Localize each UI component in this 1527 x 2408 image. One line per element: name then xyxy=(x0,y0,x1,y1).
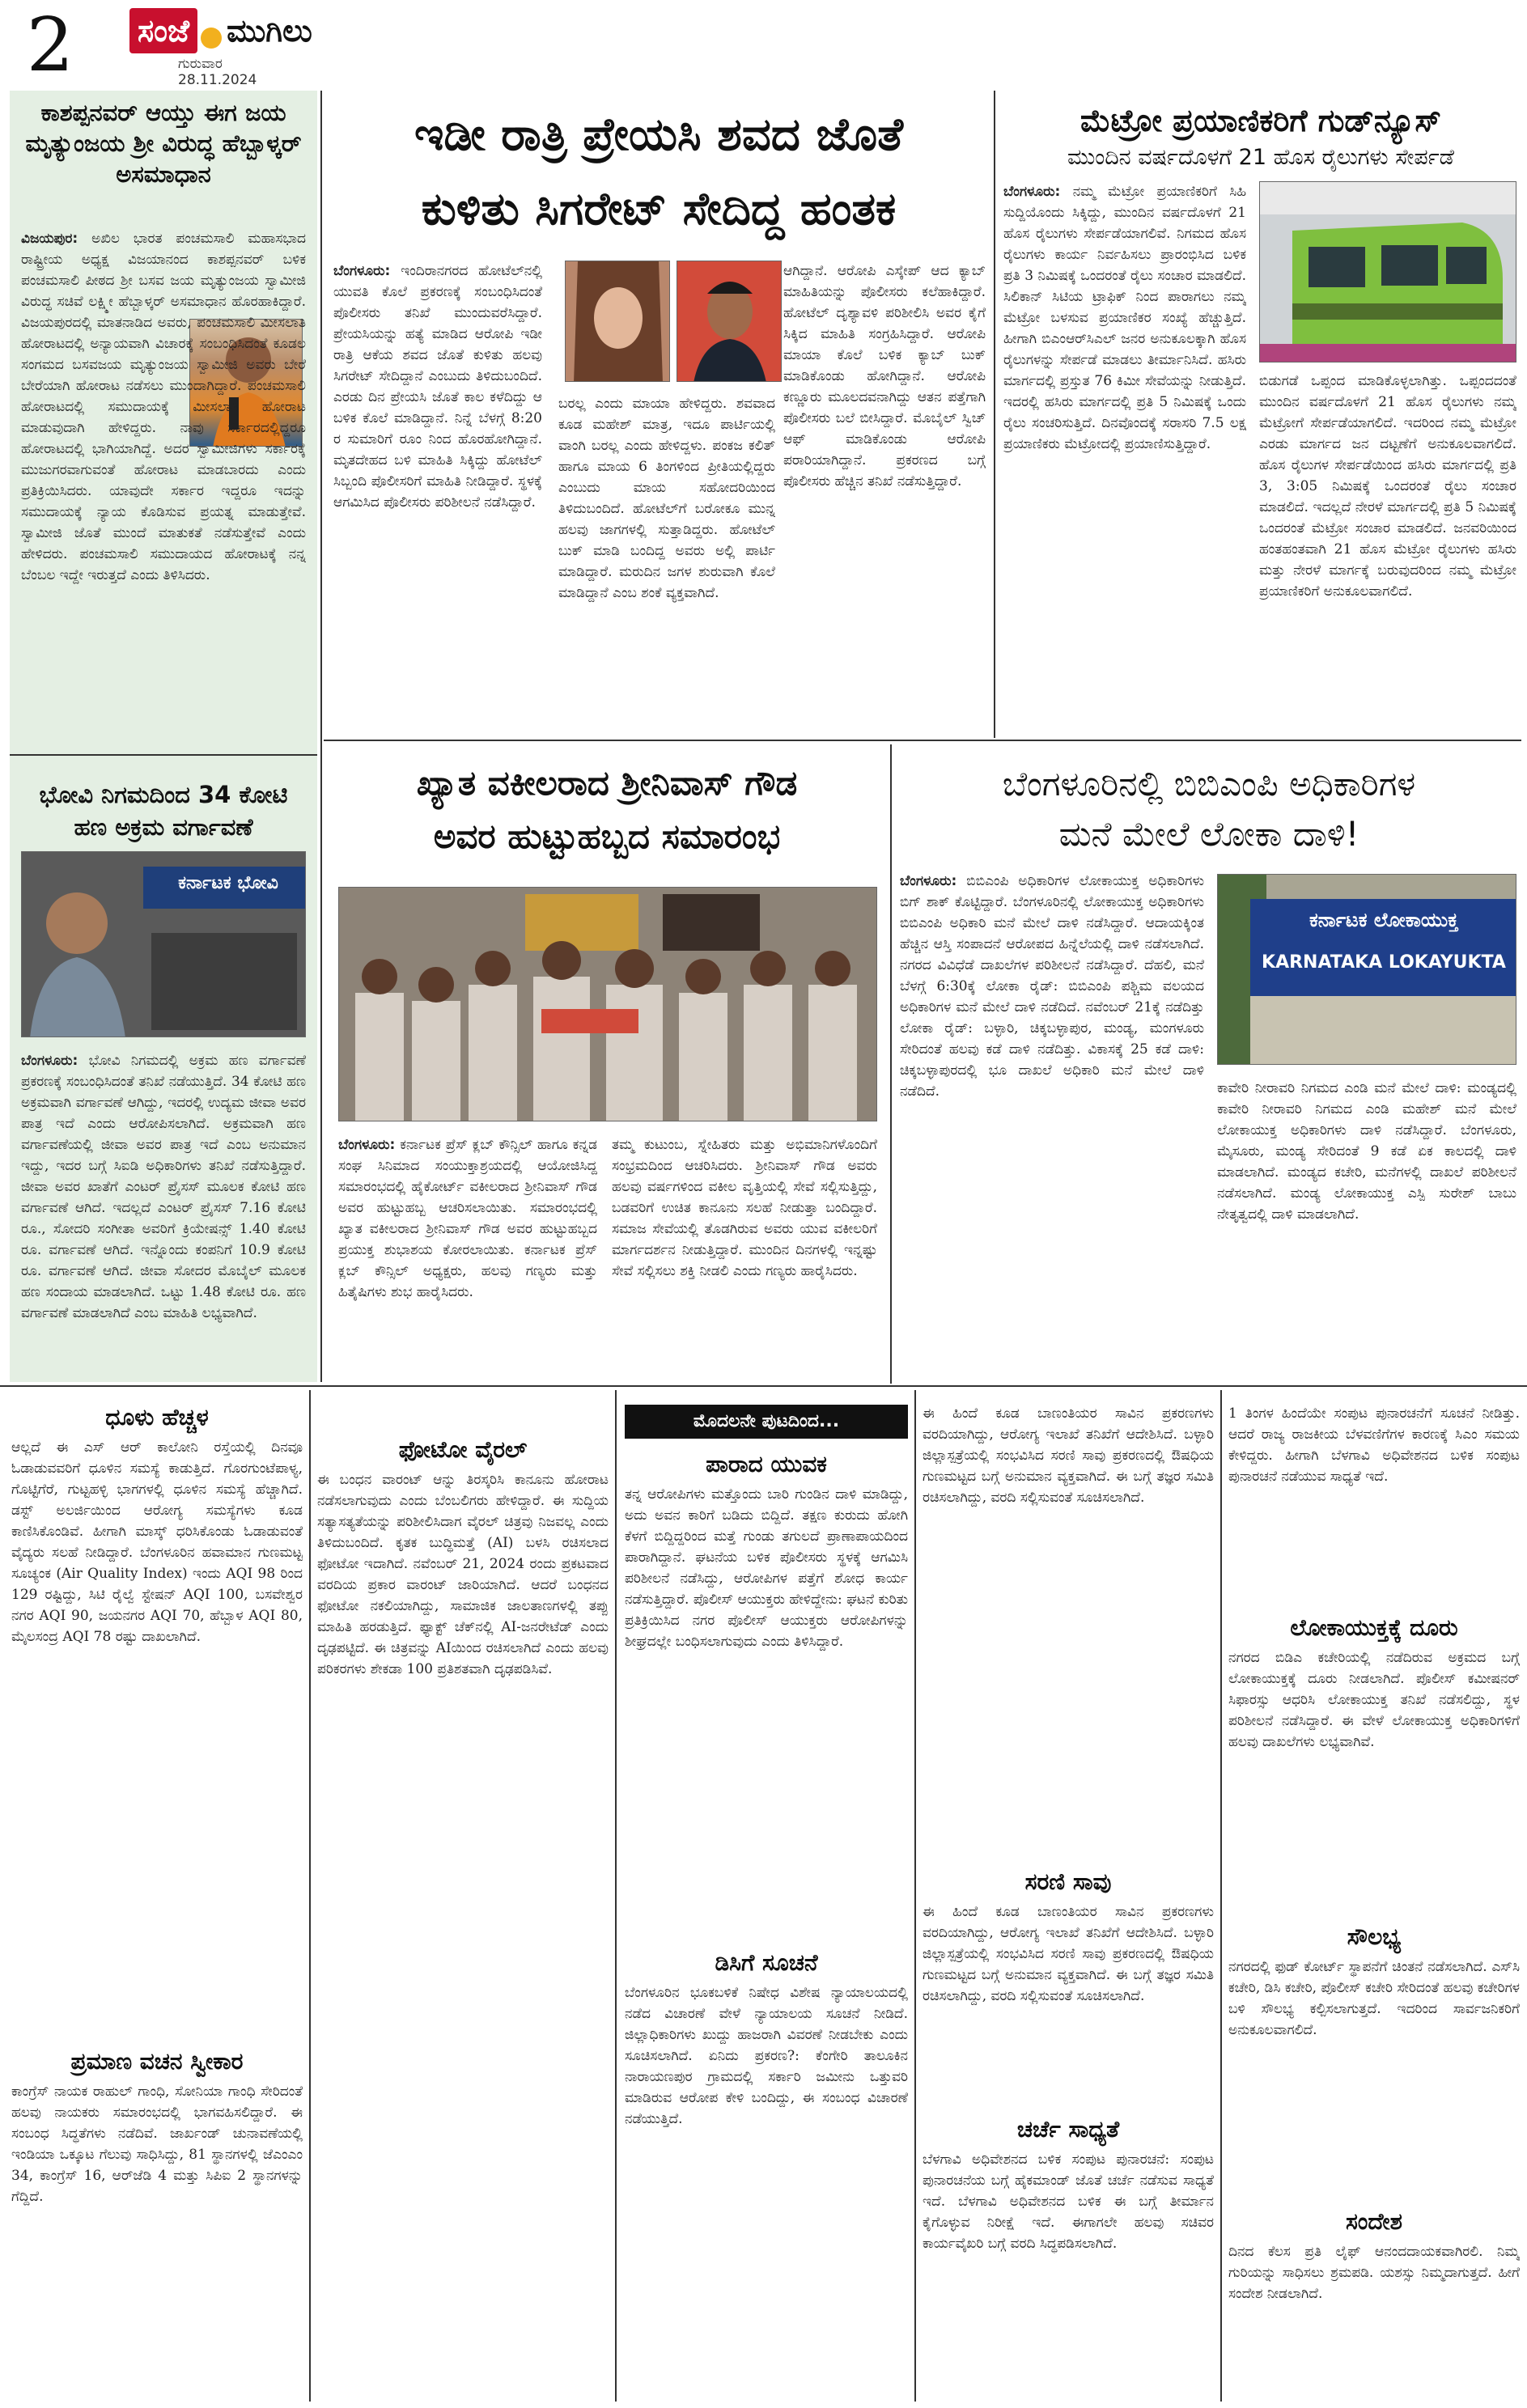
section-body-oath: ಕಾಂಗ್ರೆಸ್ ನಾಯಕ ರಾಹುಲ್ ಗಾಂಧಿ, ಸೋನಿಯಾ ಗಾಂಧಿ ಸೇರಿದಂತೆ ಹಲವು ನಾಯಕರು ಸಮಾರಂಭದಲ್ಲಿ ಭಾಗವಹಿಸಲಿದ್ದಾರೆ. ಈ ಸಂಬಂಧ ಸಿದ್ಧತೆಗಳು ನಡೆದಿವೆ. ಜಾರ್ಖಂಡ್ ಚುನಾವಣೆಯಲ್ಲಿ ಇಂಡಿಯಾ ಒಕ್ಕೂಟ ಗೆಲುವು ಸಾಧಿಸಿದ್ದು, 81 ಸ್ಥಾನಗಳಲ್ಲಿ ಜೆಎಂಎಂ 34, ಕಾಂಗ್ರೆಸ್ 16, ಆರ್‌ಜೆಡಿ 4 ಮತ್ತು ಸಿಪಿಐ 2 ಸ್ಥಾನಗಳನ್ನು ಗೆದ್ದಿದೆ. xyxy=(11,2084,303,2205)
metro-column-1 xyxy=(1003,181,1246,731)
story-column-2 xyxy=(558,393,775,730)
section-head-discussion: ಚರ್ಚೆ ಸಾಧ್ಯತೆ xyxy=(1016,2116,1120,2143)
section-body-discussion: ಬೆಳಗಾವಿ ಅಧಿವೇಶನದ ಬಳಿಕ ಸಂಪುಟ ಪುನಾರಚನೆ: ಸಂಪುಟ ಪುನಾರಚನೆಯ ಬಗ್ಗೆ ಹೈಕಮಾಂಡ್ ಜೊತೆ ಚರ್ಚೆ ನಡೆಸುವ ಸಾಧ್ಯತೆ ಇದೆ. ಬೆಳಗಾವಿ ಅಧಿವೇಶನದ ಬಳಿಕ ಈ ಬಗ್ಗೆ ತೀರ್ಮಾನ ಕೈಗೊಳ್ಳುವ ನಿರೀಕ್ಷೆ ಇದೆ. ಈಗಾಗಲೇ ಹಲವು ಸಚಿವರ ಕಾರ್ಯವೈಖರಿ ಬಗ್ಗೆ ವರದಿ ಸಿದ್ಧಪಡಿಸಲಾಗಿದೆ. xyxy=(923,2152,1214,2252)
weekday: ಗುರುವಾರ xyxy=(178,56,223,72)
headline-line-2: ಕುಳಿತು ಸಿಗರೇಟ್ ಸೇದಿದ್ದ ಹಂತಕ xyxy=(421,183,897,235)
section-body-serial-deaths: ಈ ಹಿಂದೆ ಕೂಡ ಬಾಣಂತಿಯರ ಸಾವಿನ ಪ್ರಕರಣಗಳು ವರದಿಯಾಗಿದ್ದು, ಆರೋಗ್ಯ ಇಲಾಖೆ ತನಿಖೆಗೆ ಆದೇಶಿಸಿದೆ. ಬಳ್ಳಾರಿ ಜಿಲ್ಲಾಸ್ಪತ್ರೆಯಲ್ಲಿ ಸಂಭವಿಸಿದ ಸರಣಿ ಸಾವು ಪ್ರಕರಣದಲ್ಲಿ ಔಷಧಿಯ ಗುಣಮಟ್ಟದ ಬಗ್ಗೆ ಅನುಮಾನ ವ್ಯಕ್ತವಾಗಿದೆ. ಈ ಬಗ್ಗೆ ತಜ್ಞರ ಸಮಿತಿ ರಚಿಸಲಾಗಿದ್ದು, ವರದಿ ಸಲ್ಲಿಸುವಂತೆ ಸೂಚಿಸಲಾಗಿದೆ. xyxy=(923,1904,1214,2004)
dateline-label: ಬೆಂಗಳೂರು: xyxy=(338,1137,396,1153)
headline-line-2: ಮನೆ ಮೇಲೆ ಲೋಕಾ ದಾಳಿ! xyxy=(1058,814,1359,854)
logo-text-red: ಸಂಜೆ xyxy=(129,8,197,53)
dateline-label: ಬೆಂಗಳೂರು: xyxy=(333,263,391,279)
column-rule xyxy=(1220,1390,1222,2402)
metro-column-2 xyxy=(1259,371,1516,731)
section-rule xyxy=(324,740,1521,741)
section-head-serial-deaths: ಸರಣಿ ಸಾವು xyxy=(1024,1868,1112,1895)
body-hebbalkar xyxy=(21,228,306,714)
section-head-photo-viral: ಫೋಟೋ ವೈರಲ್ xyxy=(398,1436,528,1463)
section-body-cabinet: 1 ತಿಂಗಳ ಹಿಂದೆಯೇ ಸಂಪುಟ ಪುನಾರಚನೆಗೆ ಸೂಚನೆ ನೀಡಿತ್ತು. ಆದರೆ ರಾಜ್ಯ ರಾಜಕೀಯ ಬೆಳವಣಿಗೆಗಳ ಕಾರಣಕ್ಕೆ ಸಿಎಂ ಸಮಯ ಕೇಳಿದ್ದರು. ಹೀಗಾಗಿ ಬೆಳಗಾವಿ ಅಧಿವೇಶನದ ಬಳಿಕ ಸಂಪುಟ ಪುನಾರಚನೆ ನಡೆಯುವ ಸಾಧ್ಯತೆ ಇದೆ. xyxy=(1228,1405,1520,1485)
subheadline-metro: ಮುಂದಿನ ವರ್ಷದೊಳಗೆ 21 ಹೊಸ ರೈಲುಗಳು ಸೇರ್ಪಡೆ xyxy=(1067,145,1454,170)
column-rule xyxy=(914,1390,916,2402)
column-rule xyxy=(994,91,995,738)
story-body: ಇಂದಿರಾನಗರದ ಹೋಟೆಲ್‌ನಲ್ಲಿ ಯುವತಿ ಕೊಲೆ ಪ್ರಕರಣಕ್ಕೆ ಸಂಬಂಧಿಸಿದಂತೆ ಪೊಲೀಸರು ತನಿಖೆ ಮುಂದುವರೆಸಿದ್ದಾರೆ. ಪ್ರೇಯಸಿಯನ್ನು ಹತ್ಯೆ ಮಾಡಿದ ಆರೋಪಿ ಇಡೀ ರಾತ್ರಿ ಆಕೆಯ ಶವದ ಜೊತೆ ಕುಳಿತು ಹಲವು ಸಿಗರೇಟ್ ಸೇದಿದ್ದಾನೆ ಎಂಬುದು ತಿಳಿದುಬಂದಿದೆ. ಎರಡು ದಿನ ಪ್ರೇಯಸಿ ಜೊತೆ ಕಾಲ ಕಳೆದಿದ್ದು ಆ ಬಳಿಕ ಕೊಲೆ ಮಾಡಿದ್ದಾನೆ. ನಿನ್ನೆ ಬೆಳಗ್ಗೆ 8:20 ರ ಸುಮಾರಿಗೆ ರೂಂ ನಿಂದ ಹೊರಹೋಗಿದ್ದಾನೆ. ಮೃತದೇಹದ ಬಳಿ ಮಾಹಿತಿ ಸಿಕ್ಕಿದ್ದು ಹೋಟೆಲ್ ಸಿಬ್ಬಂದಿ ಪೊಲೀಸರಿಗೆ ಮಾಹಿತಿ ನೀಡಿದ್ದಾರೆ. ಸ್ಥಳಕ್ಕೆ ಆಗಮಿಸಿದ ಪೊಲೀಸರು ಪರಿಶೀಲನೆ ನಡೆಸಿದ್ದಾರೆ. xyxy=(333,263,542,511)
headline-metro: ಮೆಟ್ರೋ ಪ್ರಯಾಣಿಕರಿಗೆ ಗುಡ್‌ನ್ಯೂಸ್ xyxy=(1080,103,1441,138)
lower-column-2 xyxy=(317,1395,609,2402)
section-head-oath: ಪ್ರಮಾಣ ವಚನ ಸ್ವೀಕಾರ xyxy=(70,2048,244,2075)
section-body-facility: ನಗರದಲ್ಲಿ ಫುಡ್ ಕೋರ್ಟ್ ಸ್ಥಾಪನೆಗೆ ಚಿಂತನೆ ನಡೆಸಲಾಗಿದೆ. ಎಸ್‌ಸಿ ಕಚೇರಿ, ಡಿಸಿ ಕಚೇರಿ, ಪೊಲೀಸ್ ಕಚೇರಿ ಸೇರಿದಂತೆ ಹಲವು ಕಚೇರಿಗಳ ಬಳಿ ಸೌಲಭ್ಯ ಕಲ್ಪಿಸಲಾಗುತ್ತದೆ. ಇದರಿಂದ ಸಾರ್ವಜನಿಕರಿಗೆ ಅನುಕೂಲವಾಗಲಿದೆ. xyxy=(1228,1959,1520,2038)
story-body: ಕರ್ನಾಟಕ ಪ್ರೆಸ್ ಕ್ಲಬ್ ಕೌನ್ಸಿಲ್ ಹಾಗೂ ಕನ್ನಡ ಸಂಘ ಸಿನಿಮಾದ ಸಂಯುಕ್ತಾಶ್ರಯದಲ್ಲಿ ಆಯೋಜಿಸಿದ್ದ ಸಮಾರಂಭದಲ್ಲಿ ಹೈಕೋರ್ಟ್ ವಕೀಲರಾದ ಶ್ರೀನಿವಾಸ್ ಗೌಡ ಅವರ ಹುಟ್ಟುಹಬ್ಬ ಆಚರಿಸಲಾಯಿತು. ಸಮಾರಂಭದಲ್ಲಿ ಖ್ಯಾತ ವಕೀಲರಾದ ಶ್ರೀನಿವಾಸ್ ಗೌಡ ಅವರ ಹುಟ್ಟುಹಬ್ಬದ ಪ್ರಯುಕ್ತ ಶುಭಾಶಯ ಕೋರಲಾಯಿತು. ಕರ್ನಾಟಕ ಪ್ರೆಸ್ ಕ್ಲಬ್ ಕೌನ್ಸಿಲ್ ಅಧ್ಯಕ್ಷರು, ಹಲವು ಗಣ್ಯರು ಮತ್ತು ಹಿತೈಷಿಗಳು ಶುಭ ಹಾರೈಸಿದರು. xyxy=(338,1137,597,1300)
lokayukta-sign-kannada: ಕರ್ನಾಟಕ ಲೋಕಾಯುಕ್ತ xyxy=(1309,909,1459,931)
lower-column-4 xyxy=(923,1395,1214,2402)
lower-column-5 xyxy=(1228,1395,1520,2402)
section-head-facility: ಸೌಲಭ್ಯ xyxy=(1347,1923,1402,1950)
story-body: ಆಗಿದ್ದಾನೆ. ಆರೋಪಿ ಎಸ್ಕೇಪ್ ಆದ ಕ್ಯಾಬ್ ಮಾಹಿತಿಯನ್ನು ಪೊಲೀಸರು ಕಲೆಹಾಕಿದ್ದಾರೆ. ಹೋಟೆಲ್ ದೃಶ್ಯಾವಳಿ ಪರಿಶೀಲಿಸಿ ಅವರ ಕೈಗೆ ಸಿಕ್ಕಿದ ಮಾಹಿತಿ ಸಂಗ್ರಹಿಸಿದ್ದಾರೆ. ಆರೋಪಿ ಮಾಯಾ ಕೊಲೆ ಬಳಿಕ ಕ್ಯಾಬ್ ಬುಕ್ ಮಾಡಿಕೊಂಡು ಹೋಗಿದ್ದಾನೆ. ಆರೋಪಿ ಕಣ್ಣೂರು ಮೂಲದವನಾಗಿದ್ದು ಆತನ ಪತ್ತೆಗಾಗಿ ಪೊಲೀಸರು ಬಲೆ ಬೀಸಿದ್ದಾರೆ. ಮೊಬೈಲ್ ಸ್ವಿಚ್ ಆಫ್ ಮಾಡಿಕೊಂಡು ಆರೋಪಿ ಪರಾರಿಯಾಗಿದ್ದಾನೆ. ಪ್ರಕರಣದ ಬಗ್ಗೆ ಪೊಲೀಸರು ಹೆಚ್ಚಿನ ತನಿಖೆ ನಡೆಸುತ್ತಿದ್ದಾರೆ. xyxy=(783,263,986,490)
headline-line-1: ಇಡೀ ರಾತ್ರಿ ಪ್ರೇಯಸಿ ಶವದ ಜೊತೆ xyxy=(414,108,903,161)
section-head-escaped-youth: ಪಾರಾದ ಯುವಕ xyxy=(706,1451,827,1477)
photo-bhovi xyxy=(21,851,306,1037)
section-body-dust: ಆಲ್ಲದೆ ಈ ಎಸ್ ಆರ್ ಕಾಲೋನಿ ರಸ್ತೆಯಲ್ಲಿ ದಿನವೂ ಓಡಾಡುವವರಿಗೆ ಧೂಳಿನ ಸಮಸ್ಯೆ ಕಾಡುತ್ತಿದೆ. ಗೊರಗುಂಟೆಪಾಳ್ಯ, ಗೊಟ್ಟಿಗೆರೆ, ಗುಟ್ಟಹಳ್ಳಿ ಭಾಗಗಳಲ್ಲಿ ಧೂಳಿನ ಸಮಸ್ಯೆ ಹೆಚ್ಚಾಗಿದೆ. ಡಸ್ಟ್ ಅಲರ್ಜಿಯಿಂದ ಆರೋಗ್ಯ ಸಮಸ್ಯೆಗಳು ಕೂಡ ಕಾಣಿಸಿಕೊಂಡಿವೆ. ಹೀಗಾಗಿ ಮಾಸ್ಕ್ ಧರಿಸಿಕೊಂಡು ಓಡಾಡುವಂತೆ ವೈದ್ಯರು ಸಲಹೆ ನೀಡಿದ್ದಾರೆ. ಬೆಂಗಳೂರಿನ ಹವಾಮಾನ ಗುಣಮಟ್ಟ ಸೂಚ್ಯಂಕ (Air Quality Index) ಇಂದು AQI 98 ರಿಂದ 129 ರಷ್ಟಿದ್ದು, ಸಿಟಿ ರೈಲ್ವೆ ಸ್ಟೇಷನ್ AQI 100, ಬಸವೇಶ್ವರ ನಗರ AQI 90, ಜಯನಗರ AQI 70, ಹೆಬ್ಬಾಳ AQI 80, ಮೈಲಸಂದ್ರ AQI 78 ರಷ್ಟು ದಾಖಲಾಗಿದೆ. xyxy=(11,1439,303,1645)
section-head-lokayukta-complaint: ಲೋಕಾಯುಕ್ತಕ್ಕೆ ದೂರು xyxy=(1290,1614,1458,1641)
photo-victim xyxy=(565,261,670,382)
section-body-lokayukta-complaint: ನಗರದ ಬಿಡಿಎ ಕಚೇರಿಯಲ್ಲಿ ನಡೆದಿರುವ ಅಕ್ರಮದ ಬಗ್ಗೆ ಲೋಕಾಯುಕ್ತಕ್ಕೆ ದೂರು ನೀಡಲಾಗಿದೆ. ಪೊಲೀಸ್ ಕಮೀಷನರ್ ಸಿಫಾರಸ್ಸು ಆಧರಿಸಿ ಲೋಕಾಯುಕ್ತ ತನಿಖೆ ನಡೆಸಲಿದ್ದು, ಸ್ಥಳ ಪರಿಶೀಲನೆ ನಡೆಸಿದ್ದಾರೆ. ಈ ವೇಳೆ ಲೋಕಾಯುಕ್ತ ಅಧಿಕಾರಿಗಳಿಗೆ ಹಲವು ದಾಖಲೆಗಳು ಲಭ್ಯವಾಗಿವೆ. xyxy=(1228,1650,1520,1750)
story-birthday xyxy=(330,744,884,1380)
dateline-label: ಬೆಂಗಳೂರು: xyxy=(21,1053,78,1069)
photo-metro-train xyxy=(1259,181,1516,362)
section-body-message: ದಿನದ ಕೆಲಸ ಪ್ರತಿ ಲೈಫ್ ಆನಂದದಾಯಕವಾಗಿರಲಿ. ನಿಮ್ಮ ಗುರಿಯನ್ನು ಸಾಧಿಸಲು ಶ್ರಮಪಡಿ. ಯಶಸ್ಸು ನಿಮ್ಮದಾಗುತ್ತದೆ. ಹೀಗೆ ಸಂದೇಶ ನೀಡಲಾಗಿದೆ. xyxy=(1228,2244,1520,2302)
lower-column-3 xyxy=(625,1445,908,2402)
headline-bhovi: ಭೋವಿ ನಿಗಮದಿಂದ 34 ಕೋಟಿ ಹಣ ಅಕ್ರಮ ವರ್ಗಾವಣೆ xyxy=(39,781,288,841)
column-rule xyxy=(890,744,892,1384)
headline-line-2: ಅವರ ಹುಟ್ಟುಹಬ್ಬದ ಸಮಾರಂಭ xyxy=(433,816,781,856)
photo-birthday-group xyxy=(338,887,877,1121)
page-number: 2 xyxy=(26,2,74,88)
headline-line-1: ಖ್ಯಾತ ವಕೀಲರಾದ ಶ್ರೀನಿವಾಸ್ ಗೌಡ xyxy=(416,763,798,803)
left-sidebar xyxy=(10,91,317,1382)
bhovi-sign-text: ಕರ್ನಾಟಕ ಭೋವಿ xyxy=(178,873,278,893)
birthday-column-2 xyxy=(612,1134,877,1377)
story-rule xyxy=(10,754,317,756)
story-hotel-murder xyxy=(330,91,987,735)
section-body-continued: ಈ ಹಿಂದೆ ಕೂಡ ಬಾಣಂತಿಯರ ಸಾವಿನ ಪ್ರಕರಣಗಳು ವರದಿಯಾಗಿದ್ದು, ಆರೋಗ್ಯ ಇಲಾಖೆ ತನಿಖೆಗೆ ಆದೇಶಿಸಿದೆ. ಬಳ್ಳಾರಿ ಜಿಲ್ಲಾಸ್ಪತ್ರೆಯಲ್ಲಿ ಸಂಭವಿಸಿದ ಸರಣಿ ಸಾವು ಪ್ರಕರಣದಲ್ಲಿ ಔಷಧಿಯ ಗುಣಮಟ್ಟದ ಬಗ್ಗೆ ಅನುಮಾನ ವ್ಯಕ್ತವಾಗಿದೆ. ಈ ಬಗ್ಗೆ ತಜ್ಞರ ಸಮಿತಿ ರಚಿಸಲಾಗಿದ್ದು, ವರದಿ ಸಲ್ಲಿಸುವಂತೆ ಸೂಚಿಸಲಾಗಿದೆ. xyxy=(923,1405,1214,1506)
dateline-label: ವಿಜಯಪುರ: xyxy=(21,231,78,247)
section-body-escaped-youth: ತನ್ನ ಆರೋಪಿಗಳು ಮತ್ತೊಂದು ಬಾರಿ ಗುಂಡಿನ ದಾಳಿ ಮಾಡಿದ್ದು, ಅದು ಅವನ ಕಾರಿಗೆ ಬಡಿದು ಬಿದ್ದಿದೆ. ತಕ್ಷಣ ಕುರುದು ಹೋಗಿ ಕೆಳಗೆ ಬಿದ್ದಿದ್ದರಿಂದ ಮತ್ತೆ ಗುಂಡು ತಗುಲದೆ ಪ್ರಾಣಾಪಾಯದಿಂದ ಪಾರಾಗಿದ್ದಾನೆ. ಘಟನೆಯ ಬಳಿಕ ಪೊಲೀಸರು ಸ್ಥಳಕ್ಕೆ ಆಗಮಿಸಿ ಪರಿಶೀಲನೆ ನಡೆಸಿದ್ದು, ಆರೋಪಿಗಳ ಪತ್ತೆಗೆ ಶೋಧ ಕಾರ್ಯ ನಡೆಸುತ್ತಿದ್ದಾರೆ. ಪೊಲೀಸ್ ಆಯುಕ್ತರು ಹೇಳಿದ್ದೇನು: ಘಟನೆ ಕುರಿತು ಪ್ರತಿಕ್ರಿಯಿಸಿದ ನಗರ ಪೊಲೀಸ್ ಆಯುಕ್ತರು ಆರೋಪಿಗಳನ್ನು ಶೀಘ್ರದಲ್ಲೇ ಬಂಧಿಸಲಾಗುವುದು ಎಂದು ತಿಳಿಸಿದ್ದಾರೆ. xyxy=(625,1486,908,1650)
section-head-dc-notice: ಡಿಸಿಗೆ ಸೂಚನೆ xyxy=(715,1949,818,1976)
headline-hebbalkar: ಕಾಶಪ್ಪನವರ್ ಆಯ್ತು ಈಗ ಜಯ ಮೃತ್ಯುಂಜಯ ಶ್ರೀ ವಿರುದ್ಧ ಹೆಬ್ಬಾಳ್ಕರ್ ಅಸಮಾಧಾನ xyxy=(25,99,302,188)
lokayukta-sign-english: KARNATAKA LOKAYUKTA xyxy=(1262,952,1506,973)
column-rule xyxy=(615,1390,617,2402)
masthead xyxy=(0,0,1527,87)
story-body: ಕಾವೇರಿ ನೀರಾವರಿ ನಿಗಮದ ಎಂಡಿ ಮನೆ ಮೇಲೆ ದಾಳಿ: ಮಂಡ್ಯದಲ್ಲಿ ಕಾವೇರಿ ನೀರಾವರಿ ನಿಗಮದ ಎಂಡಿ ಮಹೇಶ್ ಮನೆ ಮೇಲೆ ಲೋಕಾಯುಕ್ತ ಅಧಿಕಾರಿಗಳು ದಾಳಿ ನಡೆಸಿದ್ದಾರೆ. ಬೆಂಗಳೂರು, ಮೈಸೂರು, ಮಂಡ್ಯ ಸೇರಿದಂತೆ 9 ಕಡೆ ಏಕ ಕಾಲದಲ್ಲಿ ದಾಳಿ ಮಾಡಲಾಗಿದೆ. ಮಂಡ್ಯದ ಕಚೇರಿ, ಮನೆಗಳಲ್ಲಿ ದಾಖಲೆ ಪರಿಶೀಲನೆ ನಡೆಸಲಾಗಿದೆ. ಮಂಡ್ಯ ಲೋಕಾಯುಕ್ತ ಎಸ್ಪಿ ಸುರೇಶ್ ಬಾಬು ನೇತೃತ್ವದಲ್ಲಿ ದಾಳಿ ಮಾಡಲಾಗಿದೆ. xyxy=(1217,1080,1516,1223)
story-body: ಬರಲ್ಲ ಎಂದು ಮಾಯಾ ಹೇಳಿದ್ದರು. ಶವವಾದ ಕೂಡ ಮಹೇಶ್ ಮಾತ್ರ, ಇದೂ ಪಾರ್ಟಿಯಲ್ಲಿ ವಾಂಗಿ ಬರಲ್ಲ ಎಂದು ಹೇಳಿದ್ದಳು. ಪಂಕಜ ಕಲಿತ್ ಹಾಗೂ ಮಾಯ 6 ತಿಂಗಳಿಂದ ಪ್ರೀತಿಯಲ್ಲಿದ್ದರು ಎಂಬುದು ಮಾಯ ಸಹೋದರಿಯಿಂದ ತಿಳಿದುಬಂದಿದೆ. ಹೋಟೆಲ್‌ಗೆ ಬರೋಕೂ ಮುನ್ನ ಹಲವು ಜಾಗಗಳಲ್ಲಿ ಸುತ್ತಾಡಿದ್ದರು. ಹೋಟೆಲ್ ಬುಕ್ ಮಾಡಿ ಬಂದಿದ್ದ ಅವರು ಅಲ್ಲಿ ಪಾರ್ಟಿ ಮಾಡಿದ್ದಾರೆ. ಮರುದಿನ ಜಗಳ ಶುರುವಾಗಿ ಕೊಲೆ ಮಾಡಿದ್ದಾನೆ ಎಂಬ ಶಂಕೆ ವ್ಯಕ್ತವಾಗಿದೆ. xyxy=(558,396,775,601)
birthday-column-1 xyxy=(338,1134,597,1377)
story-body: ಬಿಡುಗಡೆ ಒಪ್ಪಂದ ಮಾಡಿಕೊಳ್ಳಲಾಗಿತ್ತು. ಒಪ್ಪಂದದಂತೆ ಮುಂದಿನ ವರ್ಷದೊಳಗೆ 21 ಹೊಸ ರೈಲುಗಳು ನಮ್ಮ ಮೆಟ್ರೋಗೆ ಸೇರ್ಪಡೆಯಾಗಲಿದೆ. ಇದರಿಂದ ನಮ್ಮ ಮೆಟ್ರೋ ಎರಡು ಮಾರ್ಗದ ಜನ ದಟ್ಟಣೆಗೆ ಅನುಕೂಲವಾಗಲಿದೆ. ಹೊಸ ರೈಲುಗಳ ಸೇರ್ಪಡೆಯಿಂದ ಹಸಿರು ಮಾರ್ಗದಲ್ಲಿ ಪ್ರತಿ 3, 3:05 ನಿಮಿಷಕ್ಕೆ ಒಂದರಂತೆ ರೈಲು ಸಂಚಾರ ಮಾಡಲಿದೆ. ಇದಲ್ಲದೆ ನೇರಳೆ ಮಾರ್ಗದಲ್ಲಿ ಪ್ರತಿ 5 ನಿಮಿಷಕ್ಕೆ ಒಂದರಂತೆ ಮೆಟ್ರೋ ಸಂಚಾರ ಮಾಡಲಿದೆ. ಜನವರಿಯಿಂದ ಹಂತಹಂತವಾಗಿ 21 ಹೊಸ ಮೆಟ್ರೋ ರೈಲುಗಳು ಹಸಿರು ಮತ್ತು ನೇರಳೆ ಮಾರ್ಗಕ್ಕೆ ಬರುವುದರಿಂದ ನಮ್ಮ ಮೆಟ್ರೋ ಪ್ರಯಾಣಿಕರಿಗೆ ಅನುಕೂಲವಾಗಲಿದೆ. xyxy=(1259,373,1516,600)
photo-lokayukta-building xyxy=(1217,874,1516,1065)
column-rule xyxy=(320,91,322,1382)
story-metro xyxy=(1000,91,1521,735)
story-column-3 xyxy=(783,261,986,730)
story-body: ಅಖಿಲ ಭಾರತ ಪಂಚಮಸಾಲಿ ಮಹಾಸಭಾದ ರಾಷ್ಟ್ರೀಯ ಅಧ್ಯಕ್ಷ ವಿಜಯಾನಂದ ಕಾಶಪ್ಪನವರ್ ಬಳಿಕ ಪಂಚಮಸಾಲಿ ಪೀಠದ ಶ್ರೀ ಬಸವ ಜಯ ಮೃತ್ಯುಂಜಯ ಸ್ವಾಮೀಜಿ ವಿರುದ್ಧ ಸಚಿವೆ ಲಕ್ಷ್ಮೀ ಹೆಬ್ಬಾಳ್ಕರ್ ಅಸಮಾಧಾನ ಹೊರಹಾಕಿದ್ದಾರೆ. ವಿಜಯಪುರದಲ್ಲಿ ಮಾತನಾಡಿದ ಅವರು, ಪಂಚಮಸಾಲಿ ಮೀಸಲಾತಿ ಹೋರಾಟದಲ್ಲಿ ಅನ್ಯಾಯವಾಗಿ ವಿಚಾರಕ್ಕೆ ಸಂಬಂಧಿಸಿದಂತೆ ಕೂಡಲ ಸಂಗಮದ ಬಸವಜಯ ಮೃತ್ಯುಂಜಯ ಸ್ವಾಮೀಜಿ ಅವರು ಬೇರೆ ಬೇರೆಯಾಗಿ ಹೋರಾಟ ನಡೆಸಲು ಮುಂದಾಗಿದ್ದಾರೆ. ಪಂಚಮಸಾಲಿ ಹೋರಾಟದಲ್ಲಿ ಸಮುದಾಯಕ್ಕೆ ಮೀಸಲಾತಿ ಹೋರಾಟ ಮಾಡುವುದಾಗಿ ಹೇಳಿದ್ದರು. ನಾವು ಸರ್ಕಾರದಲ್ಲಿದ್ದರೂ ಹೋರಾಟದಲ್ಲಿ ಭಾಗಿಯಾಗಿದ್ದೆ. ಅದರ ಸ್ವಾಮೀಜಿಗಳು ಸರ್ಕಾರಕ್ಕೆ ಮುಜುಗರವಾಗುವಂತೆ ಹೋರಾಟ ಮಾಡಬಾರದು ಎಂದು ಪ್ರತಿಕ್ರಿಯಿಸಿದರು. ಯಾವುದೇ ಸರ್ಕಾರ ಇದ್ದರೂ ಇದನ್ನು ಸಮುದಾಯಕ್ಕೆ ನ್ಯಾಯ ಕೊಡಿಸುವ ಪ್ರಯತ್ನ ಮಾಡುತ್ತೇವೆ. ಸ್ವಾಮೀಜಿ ಜೊತೆ ಮುಂದೆ ಮಾತುಕತೆ ನಡೆಸುತ್ತೇವೆ ಎಂದು ಹೇಳಿದರು. ಪಂಚಮಸಾಲಿ ಸಮುದಾಯದ ಹೋರಾಟಕ್ಕೆ ನನ್ನ ಬೆಂಬಲ ಇದ್ದೇ ಇರುತ್ತದೆ ಎಂದು ತಿಳಿಸಿದರು. xyxy=(21,231,306,583)
section-body-dc-notice: ಬೆಂಗಳೂರಿನ ಭೂಕಬಳಿಕೆ ನಿಷೇಧ ವಿಶೇಷ ನ್ಯಾಯಾಲಯದಲ್ಲಿ ನಡೆದ ವಿಚಾರಣೆ ವೇಳೆ ನ್ಯಾಯಾಲಯ ಸೂಚನೆ ನೀಡಿದೆ. ಜಿಲ್ಲಾಧಿಕಾರಿಗಳು ಖುದ್ದು ಹಾಜರಾಗಿ ವಿವರಣೆ ನೀಡಬೇಕು ಎಂದು ಸೂಚಿಸಲಾಗಿದೆ. ಏನಿದು ಪ್ರಕರಣ?: ಕೆಂಗೇರಿ ತಾಲೂಕಿನ ನಾರಾಯಣಪುರ ಗ್ರಾಮದಲ್ಲಿ ಸರ್ಕಾರಿ ಜಮೀನು ಒತ್ತುವರಿ ಮಾಡಿರುವ ಆರೋಪ ಕೇಳಿ ಬಂದಿದ್ದು, ಈ ಸಂಬಂಧ ವಿಚಾರಣೆ ನಡೆಯುತ್ತಿದೆ. xyxy=(625,1985,908,2127)
section-body-photo-viral: ಈ ಬಂಧನ ವಾರಂಟ್ ಆನ್ನು ತಿರಸ್ಕರಿಸಿ ಕಾನೂನು ಹೋರಾಟ ನಡೆಸಲಾಗುವುದು ಎಂದು ಬೆಂಬಲಿಗರು ಹೇಳಿದ್ದಾರೆ. ಈ ಸುದ್ದಿಯ ಸತ್ಯಾಸತ್ಯತೆಯನ್ನು ಪರಿಶೀಲಿಸಿದಾಗ ವೈರಲ್ ಚಿತ್ರವು ನಿಜವಲ್ಲ ಎಂದು ತಿಳಿದುಬಂದಿದೆ. ಕೃತಕ ಬುದ್ಧಿಮತ್ತೆ (AI) ಬಳಸಿ ರಚಿಸಲಾದ ಫೋಟೋ ಇದಾಗಿದೆ. ನವೆಂಬರ್ 21, 2024 ರಂದು ಪ್ರಕಟವಾದ ವರದಿಯ ಪ್ರಕಾರ ವಾರಂಟ್ ಜಾರಿಯಾಗಿದೆ. ಆದರೆ ಬಂಧನದ ಫೋಟೋ ನಕಲಿಯಾಗಿದ್ದು, ಸಾಮಾಜಿಕ ಜಾಲತಾಣಗಳಲ್ಲಿ ತಪ್ಪು ಮಾಹಿತಿ ಹರಡುತ್ತಿದೆ. ಫ್ಯಾಕ್ಟ್ ಚೆಕ್‌ನಲ್ಲಿ AI-ಜನರೇಟೆಡ್ ಎಂದು ದೃಢಪಟ್ಟಿದೆ. ಈ ಚಿತ್ರವನ್ನು AIಯಿಂದ ರಚಿಸಲಾಗಿದೆ ಎಂದು ಹಲವು ಪರಿಕರಗಳು ಶೇಕಡಾ 100 ಪ್ರತಿಶತವಾಗಿ ದೃಢಪಡಿಸಿವೆ. xyxy=(317,1472,609,1677)
lokayukta-column-1 xyxy=(900,871,1204,1377)
story-body: ನಮ್ಮ ಮೆಟ್ರೋ ಪ್ರಯಾಣಿಕರಿಗೆ ಸಿಹಿ ಸುದ್ದಿಯೊಂದು ಸಿಕ್ಕಿದ್ದು, ಮುಂದಿನ ವರ್ಷದೊಳಗೆ 21 ಹೊಸ ರೈಲುಗಳು ಸೇರ್ಪಡೆಯಾಗಲಿವೆ. ನಿಗಮದ ಹೊಸ ರೈಲುಗಳು ಕಾರ್ಯ ನಿರ್ವಹಿಸಲು ಪ್ರಾರಂಭಿಸಿದ ಬಳಿಕ ಪ್ರತಿ 3 ನಿಮಿಷಕ್ಕೆ ಒಂದರಂತೆ ರೈಲು ಸಂಚಾರ ಮಾಡಲಿದೆ. ಸಿಲಿಕಾನ್ ಸಿಟಿಯ ಟ್ರಾಫಿಕ್ ನಿಂದ ಪಾರಾಗಲು ನಮ್ಮ ಮೆಟ್ರೋ ಬಳಸುವ ಪ್ರಯಾಣಿಕರ ಸಂಖ್ಯೆ ಹೆಚ್ಚುತ್ತಿದೆ. ಹೀಗಾಗಿ ಬಿಎಂಆರ್‌ಸಿಎಲ್ ಜನರ ಅನುಕೂಲಕ್ಕಾಗಿ ಹೊಸ ರೈಲುಗಳನ್ನು ಸೇರ್ಪಡೆ ಮಾಡಲು ತೀರ್ಮಾನಿಸಿದೆ. ಹಸಿರು ಮಾರ್ಗದಲ್ಲಿ ಪ್ರಸ್ತುತ 76 ಕಿಮೀ ಸೇವೆಯನ್ನು ನೀಡುತ್ತಿದೆ. ಇದರಲ್ಲಿ ಹಸಿರು ಮಾರ್ಗದಲ್ಲಿ ಪ್ರತಿ 5 ನಿಮಿಷಕ್ಕೆ ಒಂದು ರೈಲು ಸಂಚರಿಸುತ್ತಿದೆ. ದಿನವೊಂದಕ್ಕೆ ಸರಾಸರಿ 7.5 ಲಕ್ಷ ಪ್ರಯಾಣಿಕರು ಮೆಟ್ರೋದಲ್ಲಿ ಪ್ರಯಾಣಿಸುತ್ತಿದ್ದಾರೆ. xyxy=(1003,184,1246,452)
dateline-label: ಬೆಂಗಳೂರು: xyxy=(1003,184,1061,200)
story-column-1 xyxy=(333,261,542,730)
story-body: ಭೋವಿ ನಿಗಮದಲ್ಲಿ ಅಕ್ರಮ ಹಣ ವರ್ಗಾವಣೆ ಪ್ರಕರಣಕ್ಕೆ ಸಂಬಂಧಿಸಿದಂತೆ ತನಿಖೆ ನಡೆಯುತ್ತಿದೆ. 34 ಕೋಟಿ ಹಣ ಅಕ್ರಮವಾಗಿ ವರ್ಗಾವಣೆ ಆಗಿದ್ದು, ಇದರಲ್ಲಿ ಉದ್ಯಮ ಜೀವಾ ಅವರ ಪಾತ್ರ ಇದೆ ಎಂದು ಆರೋಪಿಸಲಾಗಿದೆ. ಅಕ್ರಮವಾಗಿ ಹಣ ವರ್ಗಾವಣೆಯಲ್ಲಿ ಜೀವಾ ಅವರ ಪಾತ್ರ ಇದೆ ಎಂಬ ಅನುಮಾನ ಇದ್ದು, ಇದರ ಬಗ್ಗೆ ಸಿಐಡಿ ಅಧಿಕಾರಿಗಳು ತನಿಖೆ ನಡೆಸುತ್ತಿದ್ದಾರೆ. ಜೀವಾ ಅವರ ಖಾತೆಗೆ ಎಂಟರ್ ಪ್ರೈಸಸ್ ಮೂಲಕ ಕೋಟಿ ಹಣ ವರ್ಗಾವಣೆ ಆಗಿದೆ. ಇದಲ್ಲದೆ ಎಂಟರ್ ಪ್ರೈಸಸ್ 7.16 ಕೋಟಿ ರೂ., ಸೋದರಿ ಸಂಗೀತಾ ಅವರಿಗೆ ಕ್ರಿಯೇಷನ್ಸ್ 1.40 ಕೋಟಿ ರೂ. ವರ್ಗಾವಣೆ ಆಗಿದೆ. ಇನ್ನೊಂದು ಕಂಪನಿಗೆ 10.9 ಕೋಟಿ ರೂ. ವರ್ಗಾವಣೆ ಆಗಿದೆ. ಜೀವಾ ಸೋದರ ಮೊಬೈಲ್ ಮೂಲಕ ಹಣ ಸಂದಾಯ ಮಾಡಲಾಗಿದೆ. ಒಟ್ಟು 1.48 ಕೋಟಿ ರೂ. ಹಣ ವರ್ಗಾವಣೆ ಮಾಡಲಾಗಿದೆ ಎಂಬ ಮಾಹಿತಿ ಲಭ್ಯವಾಗಿದೆ. xyxy=(21,1053,306,1321)
section-rule xyxy=(0,1385,1527,1387)
body-bhovi xyxy=(21,1050,306,1374)
logo-text-black: ಮುಗಿಲು xyxy=(227,13,312,49)
continued-from-front-banner: ಮೊದಲನೇ ಪುಟದಿಂದ... xyxy=(625,1405,908,1439)
issue-date: 28.11.2024 xyxy=(178,72,257,88)
story-body: ಬಿಬಿಎಂಪಿ ಅಧಿಕಾರಿಗಳ ಲೋಕಾಯುಕ್ತ ಅಧಿಕಾರಿಗಳು ಬಿಗ್ ಶಾಕ್ ಕೊಟ್ಟಿದ್ದಾರೆ. ಬೆಂಗಳೂರಿನಲ್ಲಿ ಲೋಕಾಯುಕ್ತ ಅಧಿಕಾರಿಗಳು ಬಿಬಿಎಂಪಿ ಅಧಿಕಾರಿ ಮನೆ ಮೇಲೆ ದಾಳಿ ನಡೆಸಿದ್ದಾರೆ. ಆದಾಯಕ್ಕಿಂತ ಹೆಚ್ಚಿನ ಆಸ್ತಿ ಸಂಪಾದನೆ ಆರೋಪದ ಹಿನ್ನೆಲೆಯಲ್ಲಿ ದಾಳಿ ನಡೆಸಲಾಗಿದೆ. ನಗರದ ವಿವಿಧೆಡೆ ದಾಖಲೆಗಳ ಪರಿಶೀಲನೆ ನಡೆಸಿದ್ದಾರೆ. ದೆಹಲಿ, ಮನೆ ಬೆಳಗ್ಗೆ 6:30ಕ್ಕೆ ಲೋಕಾ ರೈಡ್: ಬಿಬಿಎಂಪಿ ಪಶ್ಚಿಮ ವಲಯದ ಅಧಿಕಾರಿಗಳ ಮನೆ ಮೇಲೆ ದಾಳಿ ನಡೆದಿದೆ. ನವೆಂಬರ್ 21ಕ್ಕೆ ನಡೆದಿತ್ತು ಲೋಕಾ ರೈಡ್: ಬಳ್ಳಾರಿ, ಚಿಕ್ಕಬಳ್ಳಾಪುರ, ಮಂಡ್ಯ, ಮಂಗಳೂರು ಸೇರಿದಂತೆ ಹಲವು ಕಡೆ ದಾಳಿ ನಡೆದಿತ್ತು. ವಿಕಾಸಕ್ಕೆ 25 ಕಡೆ ದಾಳಿ: ಚಿಕ್ಕಬಳ್ಳಾಪುರದಲ್ಲಿ ಭೂ ದಾಖಲೆ ಅಧಿಕಾರಿ ಮನೆ ಮೇಲೆ ದಾಳಿ ನಡೆದಿದೆ. xyxy=(900,873,1204,1100)
dateline xyxy=(178,57,257,89)
lower-column-1 xyxy=(11,1395,303,2402)
story-lokayukta xyxy=(897,744,1521,1380)
sun-icon xyxy=(201,28,222,49)
dateline-label: ಬೆಂಗಳೂರು: xyxy=(900,873,957,889)
newspaper-logo xyxy=(129,8,324,57)
photo-accused xyxy=(677,261,782,382)
section-head-message: ಸಂದೇಶ xyxy=(1346,2208,1402,2235)
lokayukta-column-2 xyxy=(1217,1078,1516,1377)
story-body: ತಮ್ಮ ಕುಟುಂಬ, ಸ್ನೇಹಿತರು ಮತ್ತು ಅಭಿಮಾನಿಗಳೊಂದಿಗೆ ಸಂಭ್ರಮದಿಂದ ಆಚರಿಸಿದರು. ಶ್ರೀನಿವಾಸ್ ಗೌಡ ಅವರು ಹಲವು ವರ್ಷಗಳಿಂದ ವಕೀಲ ವೃತ್ತಿಯಲ್ಲಿ ಸೇವೆ ಸಲ್ಲಿಸುತ್ತಿದ್ದು, ಬಡವರಿಗೆ ಉಚಿತ ಕಾನೂನು ಸಲಹೆ ನೀಡುತ್ತಾ ಬಂದಿದ್ದಾರೆ. ಸಮಾಜ ಸೇವೆಯಲ್ಲಿ ತೊಡಗಿರುವ ಅವರು ಯುವ ವಕೀಲರಿಗೆ ಮಾರ್ಗದರ್ಶನ ನೀಡುತ್ತಿದ್ದಾರೆ. ಮುಂದಿನ ದಿನಗಳಲ್ಲಿ ಇನ್ನಷ್ಟು ಸೇವೆ ಸಲ್ಲಿಸಲು ಶಕ್ತಿ ನೀಡಲಿ ಎಂದು ಗಣ್ಯರು ಹಾರೈಸಿದರು. xyxy=(612,1137,877,1279)
section-head-dust: ಧೂಳು ಹೆಚ್ಚಳ xyxy=(105,1404,209,1431)
headline-line-1: ಬೆಂಗಳೂರಿನಲ್ಲಿ ಬಿಬಿಎಂಪಿ ಅಧಿಕಾರಿಗಳ xyxy=(1002,764,1416,803)
column-rule xyxy=(309,1390,311,2402)
